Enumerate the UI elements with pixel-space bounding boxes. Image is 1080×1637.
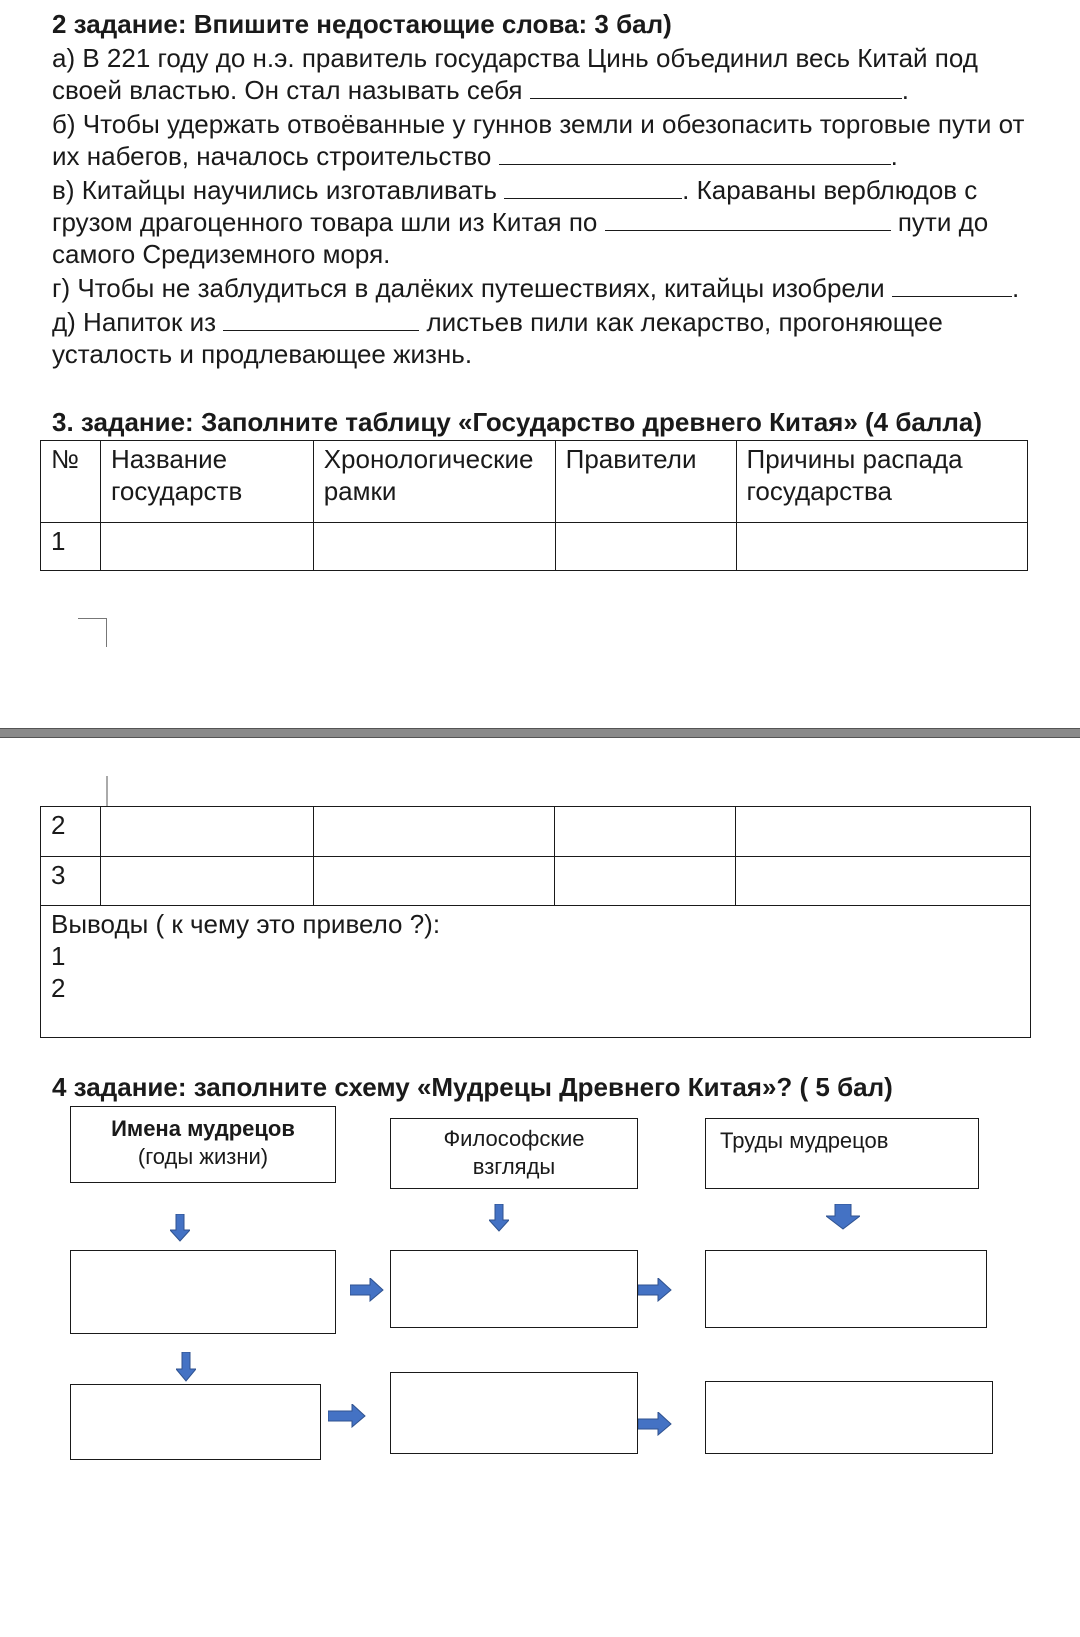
task2-e-line1 xyxy=(52,306,943,338)
table-row xyxy=(41,857,1031,906)
conclusions-cell[interactable] xyxy=(41,906,1031,1038)
page-corner-mark-bottom xyxy=(106,776,108,806)
table-cell[interactable] xyxy=(736,523,1028,571)
table-cell[interactable] xyxy=(555,523,736,571)
task2-heading: 2 задание: Впишите недостающие слова: 3 бал) xyxy=(52,9,672,39)
philosophy-box[interactable] xyxy=(390,1372,638,1454)
task2-b-line1: б) Чтобы удержать отвоёванные у гуннов земли и обезопасить торговые пути от xyxy=(52,109,1025,139)
answer-blank-b[interactable] xyxy=(499,140,891,165)
sage-names-header xyxy=(70,1106,336,1183)
answer-blank-c1[interactable] xyxy=(504,174,682,199)
row-number: 2 xyxy=(41,807,101,857)
task2-c-line1 xyxy=(52,174,977,206)
arrow-right-icon xyxy=(638,1278,672,1302)
task2-c-line3: самого Средиземного моря. xyxy=(52,239,391,269)
sage-name-box[interactable] xyxy=(70,1384,321,1460)
task2-c-text3: грузом драгоценного товара шли из Китая по xyxy=(52,207,598,237)
answer-blank-c2[interactable] xyxy=(605,206,891,231)
sage-names-title: Имена мудрецов xyxy=(111,1116,295,1141)
row-number: 3 xyxy=(41,857,101,906)
table-cell[interactable] xyxy=(313,523,555,571)
task2-d-text: г) Чтобы не заблудиться в далёких путешествиях, китайцы изобрели xyxy=(52,273,885,303)
row-number: 1 xyxy=(41,523,101,571)
table-header-row xyxy=(41,441,1028,523)
table-cell[interactable] xyxy=(313,807,555,857)
answer-blank-e[interactable] xyxy=(223,306,419,331)
task2-c-line2 xyxy=(52,206,988,238)
conclusions-row xyxy=(41,906,1031,1038)
works-box[interactable] xyxy=(705,1250,987,1328)
sage-name-box[interactable] xyxy=(70,1250,336,1334)
arrow-down-icon xyxy=(176,1352,196,1382)
philosophy-box[interactable] xyxy=(390,1250,638,1328)
task2-c-text4: пути до xyxy=(897,207,989,237)
works-title: Труды мудрецов xyxy=(720,1128,889,1153)
arrow-down-icon xyxy=(489,1204,509,1232)
conclusion-item: 2 xyxy=(51,973,66,1003)
task2-b-text: их набегов, началось строительство xyxy=(52,141,492,171)
philosophy-header xyxy=(390,1118,638,1189)
header-reasons: Причины распада государства xyxy=(736,441,1028,523)
table-cell[interactable] xyxy=(100,807,313,857)
history-table-top xyxy=(40,440,1028,571)
table-cell[interactable] xyxy=(100,523,313,571)
answer-blank-a[interactable] xyxy=(530,74,902,99)
header-rulers: Правители xyxy=(555,441,736,523)
sage-names-subtitle: (годы жизни) xyxy=(137,1144,269,1169)
table-row xyxy=(41,807,1031,857)
task2-a-line1: а) В 221 году до н.э. правитель государства Цинь объединил весь Китай под xyxy=(52,43,978,73)
task2-a-line2: своей властью. Он стал называть себя . xyxy=(52,75,909,105)
task2-d-line1: г) Чтобы не заблудиться в далёких путешествиях, китайцы изобрели . xyxy=(52,273,1020,303)
works-box[interactable] xyxy=(705,1381,993,1454)
page-divider xyxy=(0,728,1080,738)
works-header xyxy=(705,1118,979,1189)
task2-e-text1: д) Напиток из xyxy=(52,307,217,337)
table-cell[interactable] xyxy=(555,807,736,857)
arrow-right-icon xyxy=(350,1278,384,1302)
table-row xyxy=(41,523,1028,571)
table-cell[interactable] xyxy=(736,857,1031,906)
task2-c-text1: в) Китайцы научились изготавливать xyxy=(52,175,497,205)
header-name: Название государств xyxy=(100,441,313,523)
table-cell[interactable] xyxy=(555,857,736,906)
task3-heading: 3. задание: Заполните таблицу «Государство древнего Китая» (4 балла) xyxy=(52,407,983,437)
history-table-bottom xyxy=(40,806,1031,1038)
task2-c-text2: . Караваны верблюдов с xyxy=(682,175,978,205)
page-corner-mark xyxy=(78,618,107,647)
arrow-down-icon xyxy=(170,1214,190,1242)
table-cell[interactable] xyxy=(736,807,1031,857)
arrow-down-icon xyxy=(826,1204,860,1230)
task2-a-text: своей властью. Он стал называть себя xyxy=(52,75,523,105)
conclusions-label: Выводы ( к чему это привело ?): xyxy=(51,909,441,939)
table-cell[interactable] xyxy=(100,857,313,906)
philosophy-title: Философские взгляды xyxy=(443,1126,585,1179)
task2-e-line2: усталость и продлевающее жизнь. xyxy=(52,339,473,369)
answer-blank-d[interactable] xyxy=(892,272,1012,297)
task2-b-line2: их набегов, началось строительство . xyxy=(52,141,898,171)
task4-heading: 4 задание: заполните схему «Мудрецы Древнего Китая»? ( 5 бал) xyxy=(52,1072,893,1102)
table-cell[interactable] xyxy=(313,857,555,906)
conclusion-item: 1 xyxy=(51,941,66,971)
arrow-right-icon xyxy=(638,1412,672,1436)
header-chrono: Хронологические рамки xyxy=(313,441,555,523)
header-num: № xyxy=(41,441,101,523)
task2-e-text2: листьев пили как лекарство, прогоняющее xyxy=(426,307,943,337)
arrow-right-icon xyxy=(328,1404,366,1428)
